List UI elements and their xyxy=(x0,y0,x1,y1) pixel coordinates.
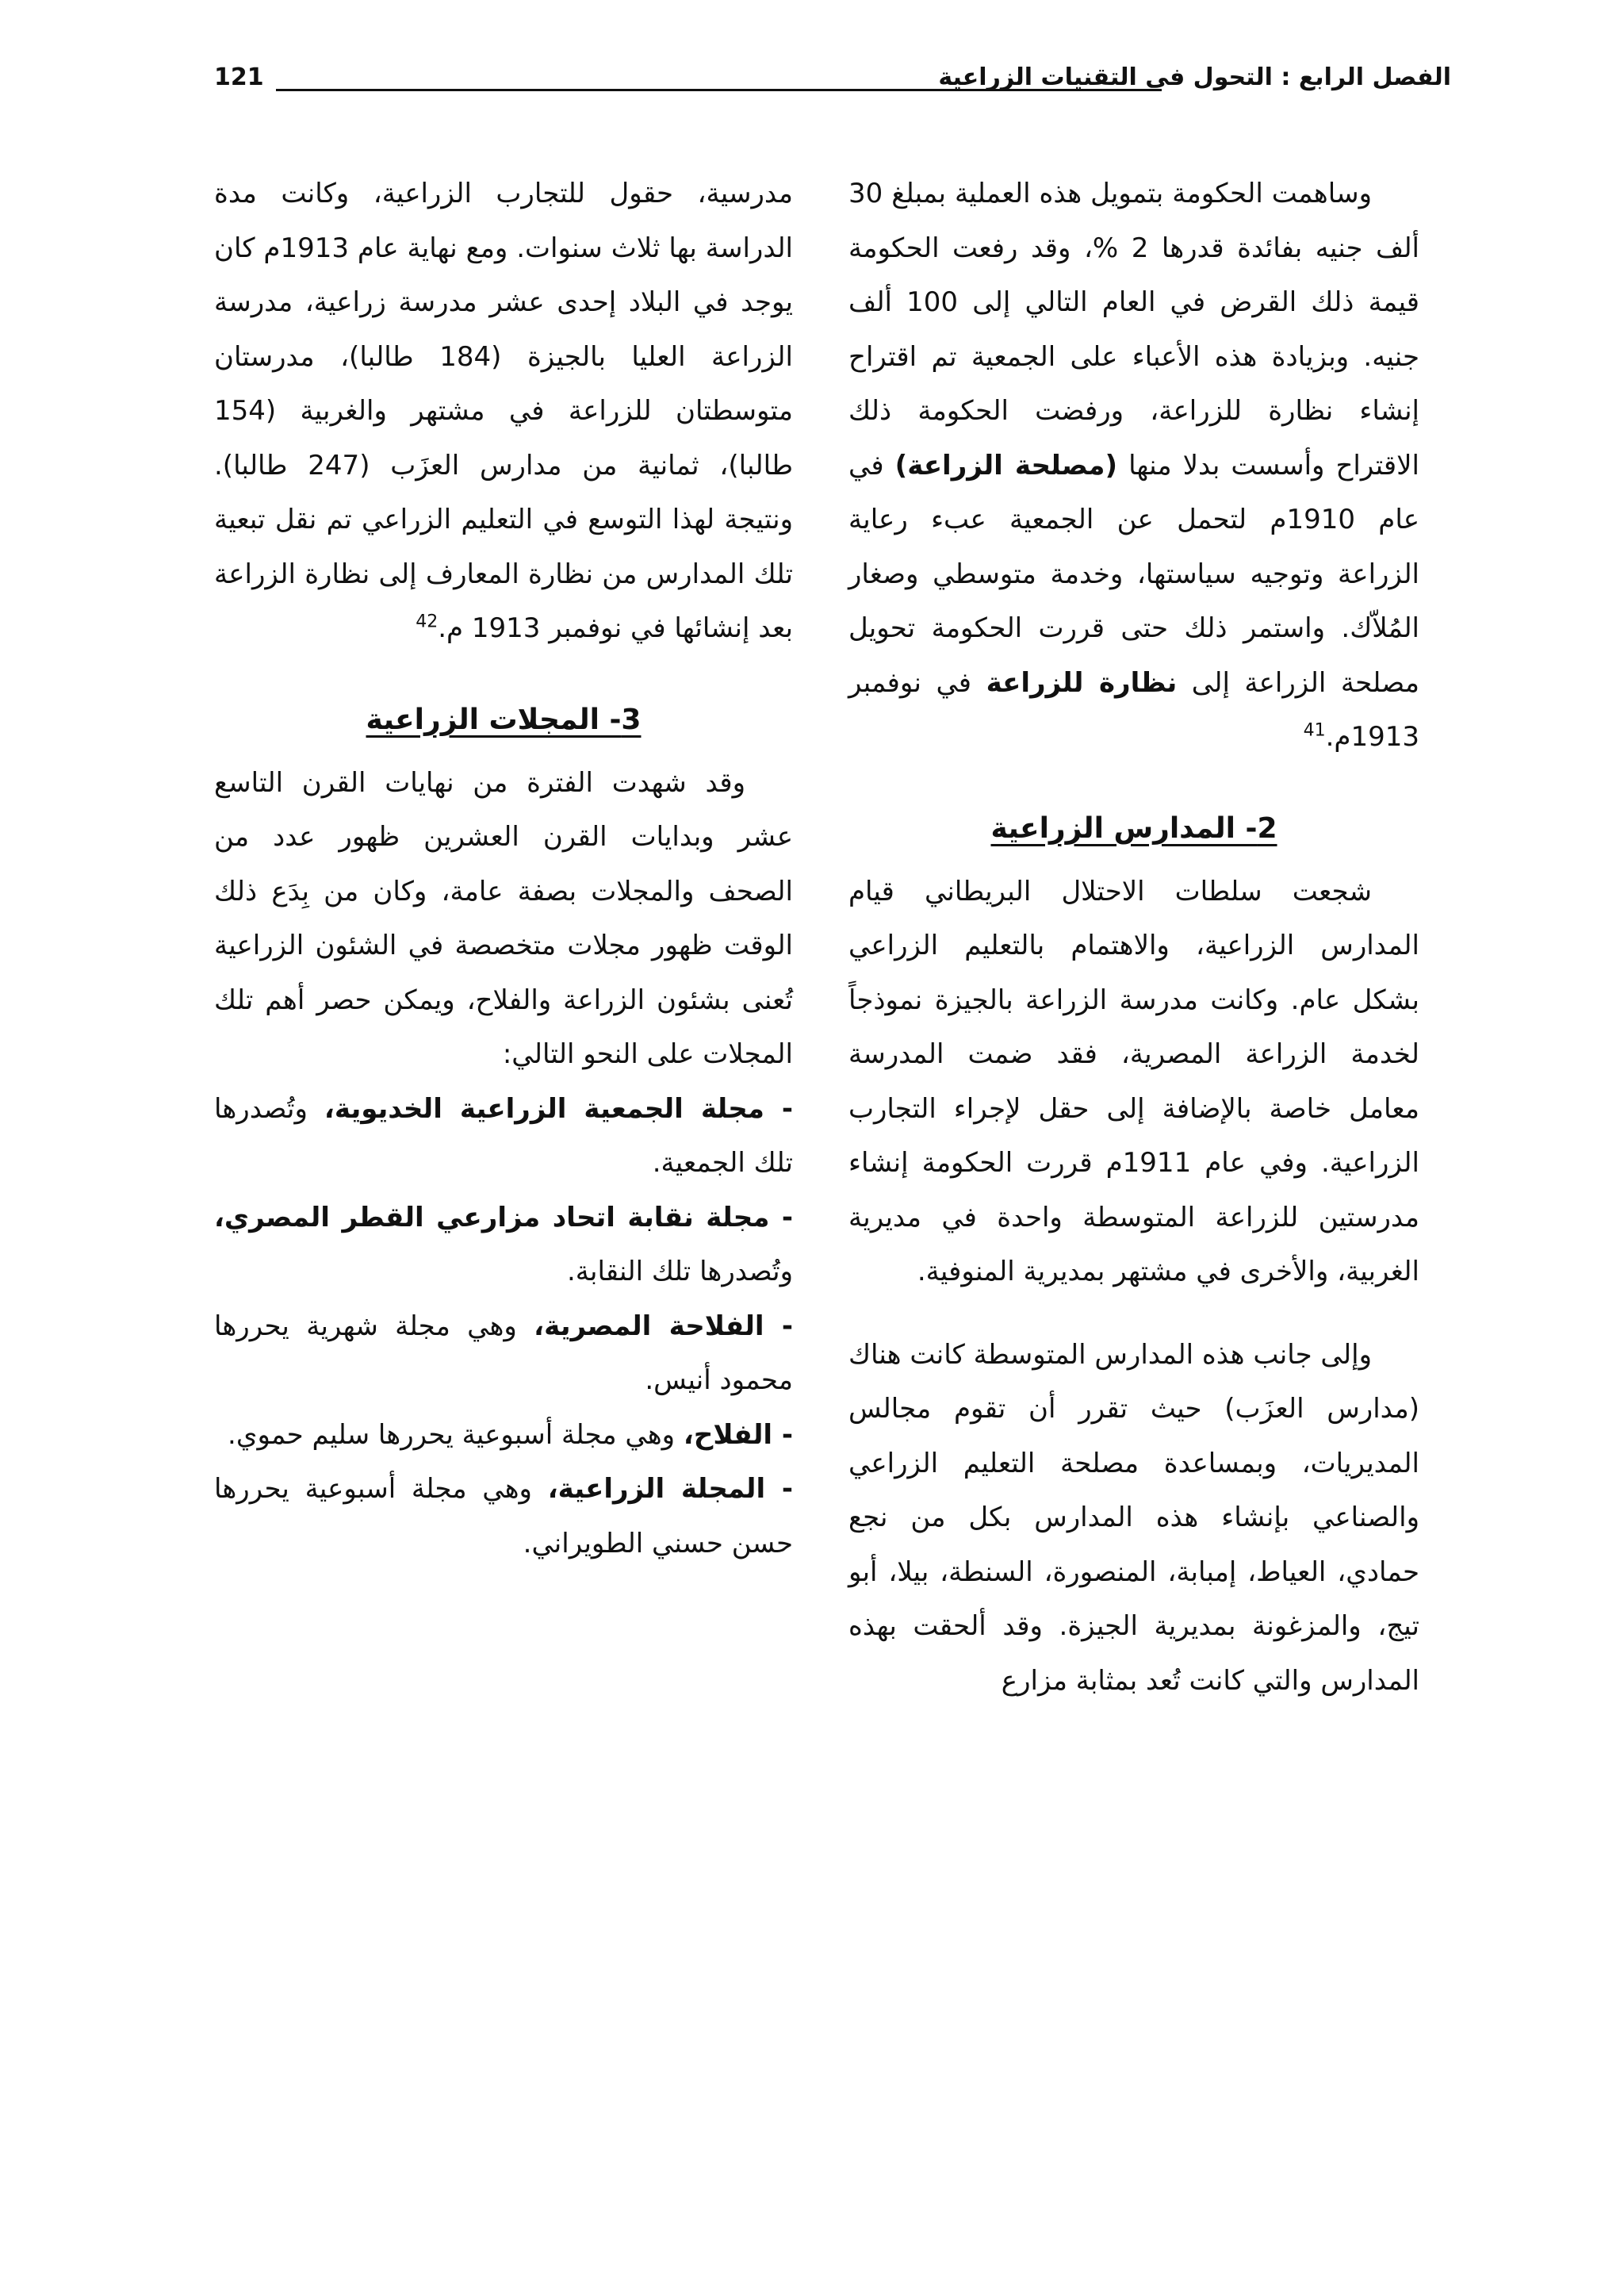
item-text: وهي مجلة أسبوعية يحررها حسن حسني الطويراني. xyxy=(214,1473,793,1559)
item-text: وهي مجلة أسبوعية يحررها سليم حموي. xyxy=(228,1418,684,1451)
left-column xyxy=(214,167,793,1571)
item-title: - الفلاح، xyxy=(683,1418,793,1451)
spacer xyxy=(214,656,793,685)
chapter-title: الفصل الرابع : التحول فى التقنيات الزراعية xyxy=(938,63,1451,91)
paragraph-text: وساهمت الحكومة بتمويل هذه العملية بمبلغ 30 ألف جنيه بفائدة قدرها 2 %، وقد رفعت الحكومة قيمة ذلك القرض في العام التالي إلى 100 ألف جنيه. وبزيادة هذه الأعباء على الجمعية تم اقتراح إنشاء نظارة للزراعة، ورفضت الحكومة ذلك الاقتراح وأسست بدلا منها xyxy=(848,178,1419,481)
bold-term: (مصلحة الزراعة) xyxy=(894,449,1118,481)
list-item xyxy=(214,1462,793,1571)
paragraph-text: في عام 1910م لتحمل عن الجمعية عبء رعاية الزراعة وتوجيه سياستها، وخدمة متوسطي وصغار المُلاّك. واستمر ذلك حتى قررت الحكومة تحويل مصلحة الزراعة إلى xyxy=(848,449,1419,699)
right-column xyxy=(848,167,1419,1708)
item-title: - المجلة الزراعية، xyxy=(547,1473,793,1505)
section-heading-schools: 2- المدارس الزراعية xyxy=(990,811,1277,845)
paragraph-schools: شجعت سلطات الاحتلال البريطاني قيام المدارس الزراعية، والاهتمام بالتعليم الزراعي بشكل عام. وكانت مدرسة الزراعة بالجيزة نموذجاً لخدمة الزراعة المصرية، فقد ضمت المدرسة معامل خاصة بالإضافة إلى حقل لإجراء التجارب الزراعية. وفي عام 1911م قررت الحكومة إنشاء مدرستين للزراعة المتوسطة واحدة في مديرية الغربية، والأخرى في مشتهر بمديرية المنوفية. xyxy=(848,875,1419,1287)
paragraph-school-counts xyxy=(214,167,793,656)
list-item xyxy=(214,1299,793,1408)
item-title: - الفلاحة المصرية، xyxy=(534,1310,793,1342)
header-rule xyxy=(276,89,1162,91)
item-text: وهي مجلة شهرية يحررها محمود أنيس. xyxy=(214,1310,793,1396)
spacer xyxy=(848,1299,1419,1328)
item-title: - مجلة الجمعية الزراعية الخديوية، xyxy=(324,1092,793,1125)
running-header xyxy=(214,63,1451,111)
paragraph-text: في نوفمبر 1913م. xyxy=(848,666,1419,753)
paragraph-estate-schools: وإلى جانب هذه المدارس المتوسطة كانت هناك (مدارس العزَب) حيث تقرر أن تقوم مجالس المديريات، وبمساعدة مصلحة التعليم الزراعي والصناعي بإنشاء هذه المدارس بكل من نجع حمادي، العياط، إمبابة، المنصورة، السنطة، بيلا، أبو تيج، والمزغونة بمديرية الجيزة. وقد ألحقت بهذه المدارس والتي كانت تُعد بمثابة مزارع xyxy=(848,1338,1419,1697)
list-item xyxy=(214,1082,793,1191)
item-title: - مجلة نقابة اتحاد مزارعي القطر المصري، xyxy=(214,1201,793,1233)
footnote-marker: 42 xyxy=(416,612,439,632)
list-item xyxy=(214,1191,793,1299)
item-text: وتُصدرها تلك الجمعية. xyxy=(214,1092,793,1179)
footnote-marker: 41 xyxy=(1303,720,1326,741)
paragraph-funding xyxy=(848,167,1419,765)
paragraph-text: مدرسية، حقول للتجارب الزراعية، وكانت مدة الدراسة بها ثلاث سنوات. ومع نهاية عام 1913م كان يوجد في البلاد إحدى عشر مدرسة زراعية، مدرسة الزراعة العليا بالجيزة (184 طالبا)، مدرستان متوسطتان للزراعة في مشتهر والغربية (154 طالبا)، ثمانية من مدارس العزَب (247 طالبا). ونتيجة لهذا التوسع في التعليم الزراعي تم نقل تبعية تلك المدارس من نظارة المعارف إلى نظارة الزراعة بعد إنشائها في نوفمبر 1913 م. xyxy=(214,178,794,644)
page-number: 121 xyxy=(214,63,264,91)
bold-term: نظارة للزراعة xyxy=(986,666,1178,699)
paragraph-journals: وقد شهدت الفترة من نهايات القرن التاسع عشر وبدايات القرن العشرين ظهور عدد من الصحف والمجلات بصفة عامة، وكان من بِدَع ذلك الوقت ظهور مجلات متخصصة في الشئون الزراعية تُعنى بشئون الزراعة والفلاح، ويمكن حصر أهم تلك المجلات على النحو التالي: xyxy=(214,766,793,1070)
list-item xyxy=(214,1408,793,1463)
item-text: وتُصدرها تلك النقابة. xyxy=(566,1256,793,1287)
section-heading-journals: 3- المجلات الزراعية xyxy=(366,703,642,736)
spacer xyxy=(848,765,1419,793)
